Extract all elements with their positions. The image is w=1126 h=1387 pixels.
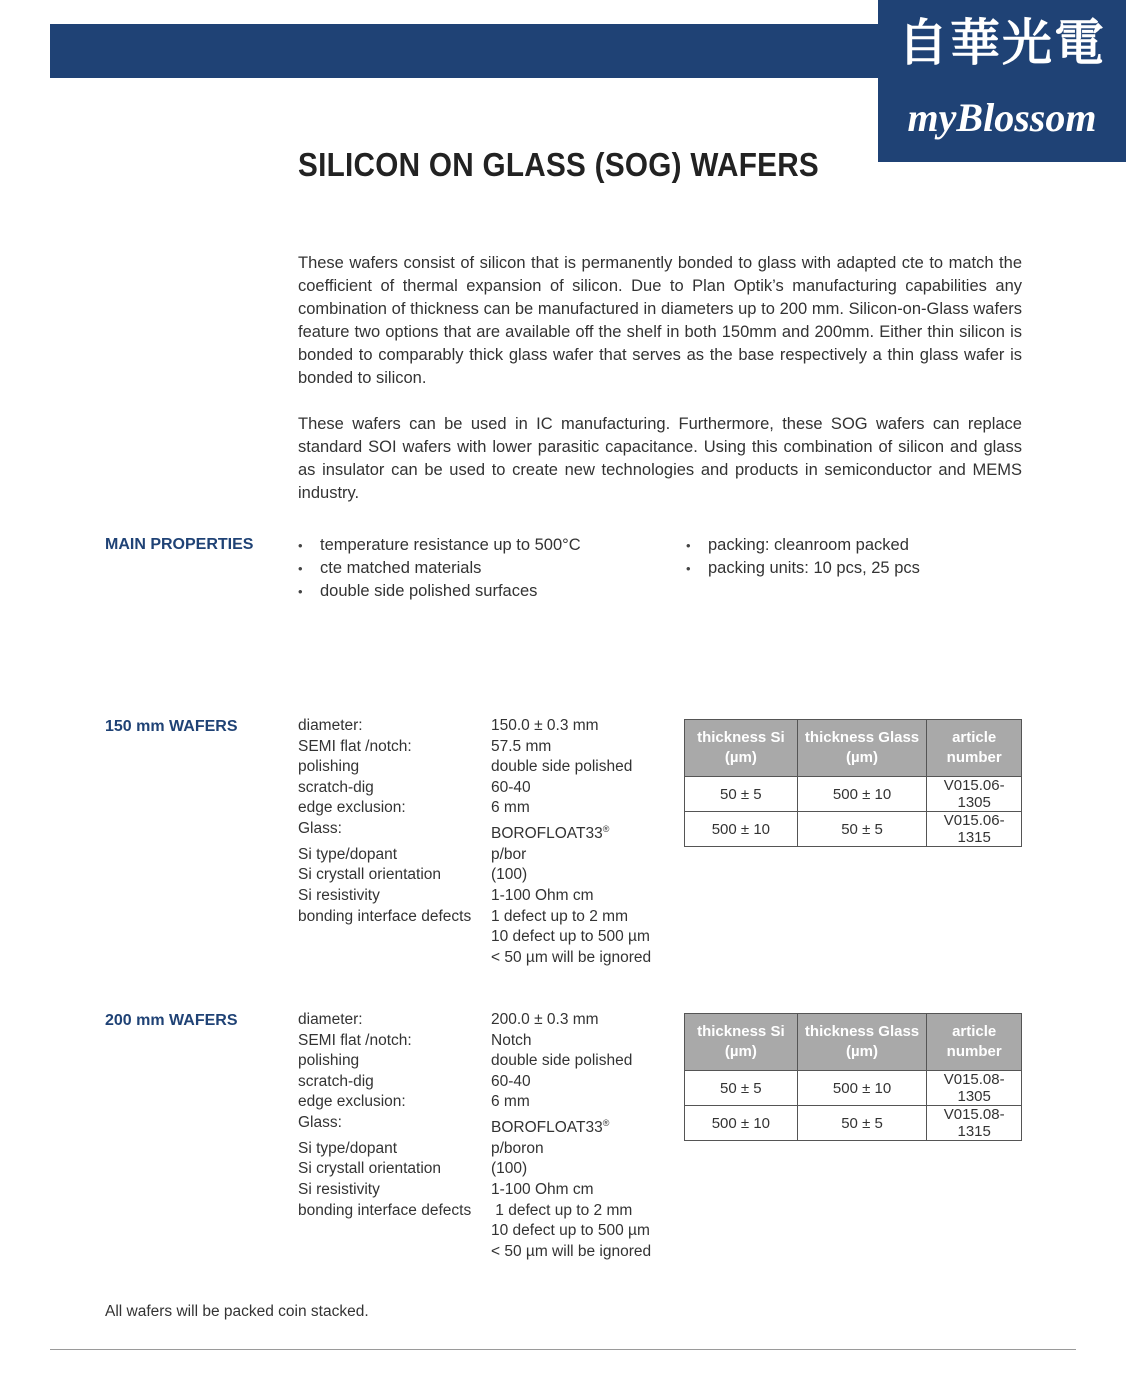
list-item: • double side polished surfaces (298, 580, 581, 603)
main-properties-label: MAIN PROPERTIES (105, 536, 254, 553)
spec-value-text: 6 mm (491, 1093, 530, 1111)
spec-value-text: Notch (491, 1031, 532, 1049)
spec-label (298, 927, 491, 948)
spec-label: Si resistivity (298, 886, 380, 904)
spec-value-text: 200.0 ± 0.3 mm (491, 1011, 599, 1028)
spec-row (298, 1139, 668, 1160)
main-properties-list-left (298, 534, 581, 603)
spec-row (298, 757, 668, 778)
spec-value (491, 1113, 609, 1139)
wafers-150-article-table (684, 719, 1022, 847)
spec-value-text: 60-40 (491, 1072, 531, 1090)
spec-label (298, 1242, 491, 1263)
table-cell: 500 ± 10 (797, 777, 927, 812)
spec-value (491, 778, 531, 799)
spec-label: polishing (298, 1052, 360, 1070)
spec-value-text: (100) (491, 1160, 528, 1178)
spec-value (491, 1159, 527, 1180)
spec-row (298, 907, 668, 928)
table-cell: V015.08-1305 (927, 1071, 1022, 1106)
table-header-cell: thickness Si (µm) (685, 720, 798, 777)
spec-row (298, 886, 668, 907)
spec-label: Si resistivity (298, 1180, 380, 1198)
spec-value (491, 819, 609, 845)
spec-value-text: < 50 µm will be ignored (491, 948, 652, 966)
spec-value-text: 10 defect up to 500 µm (491, 1222, 650, 1240)
spec-row (298, 1092, 668, 1113)
spec-label: diameter: (298, 1011, 363, 1028)
spec-value-text: double side polished (491, 758, 633, 776)
spec-row (298, 819, 668, 845)
spec-value-text: 1-100 Ohm cm (491, 1180, 594, 1198)
spec-label: Glass: (298, 1113, 342, 1131)
list-item: • cte matched materials (298, 557, 581, 580)
spec-row (298, 948, 668, 969)
spec-value-text: double side polished (491, 1052, 633, 1070)
spec-row (298, 1242, 668, 1263)
spec-row (298, 1051, 668, 1072)
intro-text (298, 252, 1022, 528)
spec-label: diameter: (298, 717, 363, 734)
page-title: SILICON ON GLASS (SOG) WAFERS (298, 146, 820, 183)
spec-value (491, 1139, 544, 1160)
spec-value (491, 1010, 599, 1031)
spec-value (491, 737, 551, 758)
registered-mark: ® (602, 823, 610, 834)
table-cell: V015.06-1305 (927, 777, 1022, 812)
spec-label: Si crystall orientation (298, 866, 442, 884)
spec-label: scratch-dig (298, 1072, 374, 1090)
table-cell: 50 ± 5 (685, 777, 798, 812)
spec-row (298, 1159, 668, 1180)
footnote: All wafers will be packed coin stacked. (105, 1303, 369, 1320)
spec-value (491, 716, 599, 737)
wafers-200-article-table (684, 1013, 1022, 1141)
spec-value (491, 907, 628, 928)
spec-label: edge exclusion: (298, 1093, 406, 1111)
spec-label (298, 1221, 491, 1242)
spec-label: bonding interface defects (298, 907, 472, 925)
spec-value-text: 1 defect up to 2 mm (491, 907, 628, 925)
list-item: • packing: cleanroom packed (686, 534, 920, 557)
spec-value-text: BOROFLOAT33 (491, 1119, 603, 1137)
spec-value (491, 1072, 531, 1093)
header-bar (50, 24, 880, 78)
spec-value (491, 798, 530, 819)
table-cell: V015.06-1315 (927, 812, 1022, 847)
intro-paragraph: These wafers consist of silicon that is permanently bonded to glass with adapted cte to match the coefficient of thermal expansion of silicon. Due to Plan Optik’s manufacturing capabilities any combination of thickness can be manufactured in diameters up to 200 mm. Silicon-on-Glass wafers feature two options that are available off the shelf in both 150mm and 200mm. Either thin silicon is bonded to comparably thick glass wafer that serves as the base respectively a thin glass wafer is bonded to silicon. (298, 254, 1022, 387)
spec-value-text: < 50 µm will be ignored (491, 1242, 652, 1260)
table-row (685, 812, 1022, 847)
table-cell: 50 ± 5 (797, 812, 927, 847)
spec-value (491, 1201, 632, 1222)
table-header-row (685, 1014, 1022, 1071)
spec-row (298, 845, 668, 866)
list-item: • temperature resistance up to 500°C (298, 534, 581, 557)
spec-row (298, 927, 668, 948)
spec-value (491, 1031, 532, 1052)
registered-mark: ® (602, 1117, 610, 1128)
spec-value (491, 1180, 594, 1201)
brand-english-name: myBlossom (907, 95, 1097, 140)
table-cell: V015.08-1315 (927, 1106, 1022, 1141)
spec-value (491, 757, 632, 778)
spec-value (491, 1092, 530, 1113)
spec-row (298, 1180, 668, 1201)
spec-row (298, 1201, 668, 1222)
spec-row (298, 1010, 668, 1031)
spec-label: scratch-dig (298, 778, 374, 796)
spec-label: Si type/dopant (298, 1139, 398, 1157)
spec-value-text: (100) (491, 866, 528, 884)
spec-value (491, 1051, 632, 1072)
table-header-cell: thickness Glass (µm) (797, 1014, 927, 1071)
spec-value-text: 57.5 mm (491, 737, 552, 755)
spec-value (491, 845, 526, 866)
spec-label: SEMI flat /notch: (298, 737, 412, 755)
spec-label: Si type/dopant (298, 845, 398, 863)
spec-value-text: p/bor (491, 845, 527, 863)
spec-row (298, 1031, 668, 1052)
spec-label: Si crystall orientation (298, 1160, 442, 1178)
table-row (685, 1106, 1022, 1141)
wafers-150-specs (298, 716, 668, 968)
spec-label (298, 948, 491, 969)
spec-row (298, 865, 668, 886)
spec-row (298, 716, 668, 737)
wafers-150-label: 150 mm WAFERS (105, 718, 238, 735)
table-header-cell: article number (927, 1014, 1022, 1071)
spec-value-text: 150.0 ± 0.3 mm (491, 717, 599, 734)
spec-row (298, 737, 668, 758)
spec-value (491, 927, 650, 948)
table-header-cell: thickness Glass (µm) (797, 720, 927, 777)
spec-value (491, 1221, 650, 1242)
spec-value-text: p/boron (491, 1139, 544, 1157)
brand-chinese-name: 自華光電 (898, 14, 1106, 72)
spec-value-text: 60-40 (491, 778, 531, 796)
table-header-cell: article number (927, 720, 1022, 777)
main-properties-list-right (686, 534, 920, 580)
spec-value-text: 6 mm (491, 799, 530, 817)
spec-row (298, 1221, 668, 1242)
spec-value-text: BOROFLOAT33 (491, 825, 603, 843)
spec-value-text: 10 defect up to 500 µm (491, 928, 650, 946)
spec-value-text: 1 defect up to 2 mm (491, 1201, 633, 1219)
spec-value-text: 1-100 Ohm cm (491, 886, 594, 904)
spec-value (491, 948, 651, 969)
spec-row (298, 798, 668, 819)
table-cell: 50 ± 5 (685, 1071, 798, 1106)
table-cell: 500 ± 10 (685, 1106, 798, 1141)
spec-row (298, 1072, 668, 1093)
spec-label: Glass: (298, 819, 342, 837)
spec-value (491, 1242, 651, 1263)
brand-logo (878, 0, 1126, 162)
table-cell: 500 ± 10 (685, 812, 798, 847)
spec-value (491, 886, 594, 907)
spec-label: bonding interface defects (298, 1201, 472, 1219)
wafers-200-label: 200 mm WAFERS (105, 1012, 238, 1029)
intro-paragraph: These wafers can be used in IC manufacturing. Furthermore, these SOG wafers can replace standard SOI wafers with lower parasitic capacitance. Using this combination of silicon and glass as insulator can be used to create new technologies and products in semiconductor and MEMS industry. (298, 415, 1022, 502)
spec-row (298, 778, 668, 799)
spec-label: polishing (298, 758, 360, 776)
spec-value (491, 865, 527, 886)
spec-label: SEMI flat /notch: (298, 1031, 412, 1049)
list-item: • packing units: 10 pcs, 25 pcs (686, 557, 920, 580)
table-header-row (685, 720, 1022, 777)
table-row (685, 777, 1022, 812)
table-header-cell: thickness Si (µm) (685, 1014, 798, 1071)
footer-divider (50, 1349, 1076, 1350)
spec-label: edge exclusion: (298, 799, 406, 817)
table-cell: 500 ± 10 (797, 1071, 927, 1106)
wafers-200-specs (298, 1010, 668, 1262)
table-row (685, 1071, 1022, 1106)
table-cell: 50 ± 5 (797, 1106, 927, 1141)
spec-row (298, 1113, 668, 1139)
